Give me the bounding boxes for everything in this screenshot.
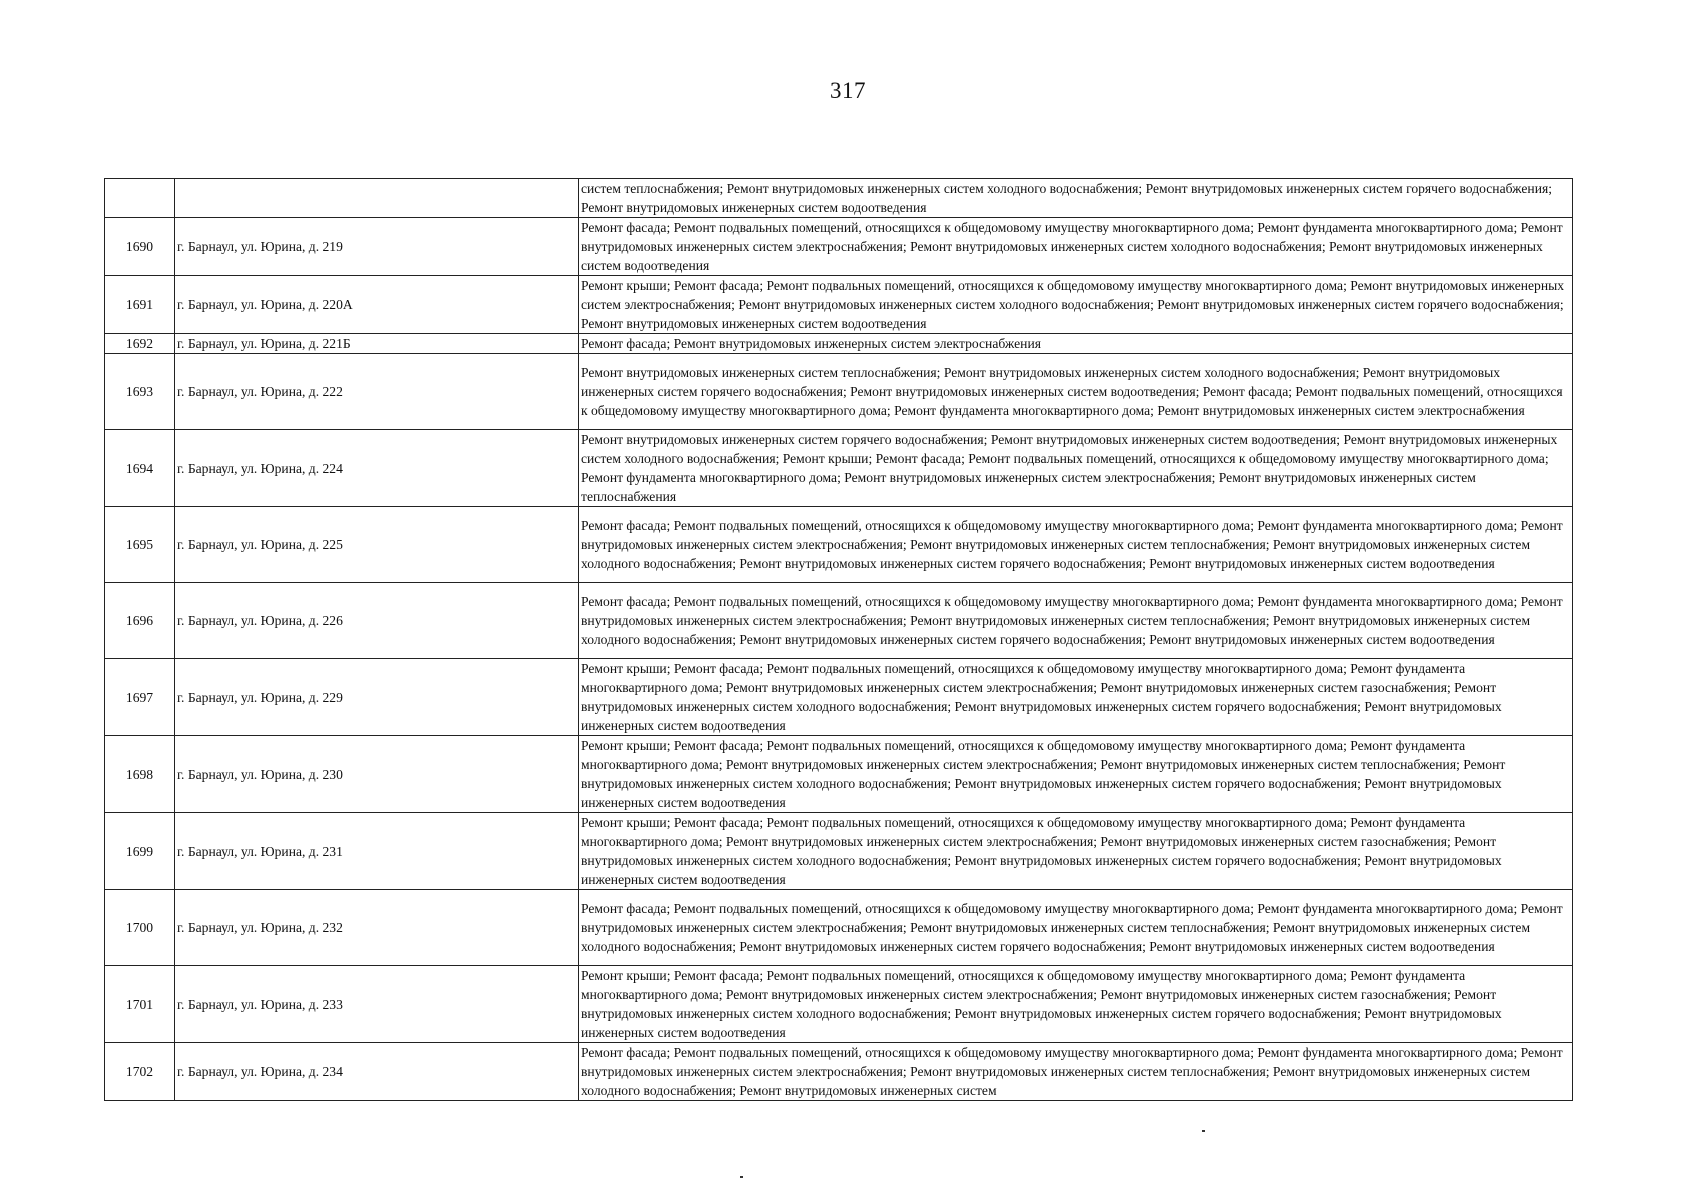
row-number-cell: 1693 (105, 354, 175, 430)
table-row (105, 218, 1573, 276)
row-number-cell: 1697 (105, 659, 175, 736)
address-cell: г. Барнаул, ул. Юрина, д. 232 (175, 890, 579, 966)
address-cell: г. Барнаул, ул. Юрина, д. 221Б (175, 334, 579, 354)
page-number: 317 (830, 78, 866, 103)
row-number-cell: 1691 (105, 276, 175, 334)
row-number-cell: 1699 (105, 813, 175, 890)
address-cell: г. Барнаул, ул. Юрина, д. 222 (175, 354, 579, 430)
works-cell: Ремонт крыши; Ремонт фасада; Ремонт подвальных помещений, относящихся к общедомовому имуществу многоквартирного дома; Ремонт фундамента многоквартирного дома; Ремонт внутридомовых инженерных систем электроснабжения; Ремонт внутридомовых инженерных систем газоснабжения; Ремонт внутридомовых инженерных систем холодного водоснабжения; Ремонт внутридомовых инженерных систем горячего водоснабжения; Ремонт внутридомовых инженерных систем водоотведения (579, 966, 1573, 1043)
address-cell: г. Барнаул, ул. Юрина, д. 219 (175, 218, 579, 276)
works-cell: Ремонт крыши; Ремонт фасада; Ремонт подвальных помещений, относящихся к общедомовому имуществу многоквартирного дома; Ремонт фундамента многоквартирного дома; Ремонт внутридомовых инженерных систем электроснабжения; Ремонт внутридомовых инженерных систем газоснабжения; Ремонт внутридомовых инженерных систем холодного водоснабжения; Ремонт внутридомовых инженерных систем горячего водоснабжения; Ремонт внутридомовых инженерных систем водоотведения (579, 659, 1573, 736)
row-number-cell: 1690 (105, 218, 175, 276)
scan-speck (740, 1176, 743, 1178)
works-cell: систем теплоснабжения; Ремонт внутридомовых инженерных систем холодного водоснабжения; Ремонт внутридомовых инженерных систем горячего водоснабжения; Ремонт внутридомовых инженерных систем водоотведения (579, 179, 1573, 218)
repair-registry-table (104, 178, 1573, 1101)
table-row (105, 276, 1573, 334)
works-cell: Ремонт фасада; Ремонт внутридомовых инженерных систем электроснабжения (579, 334, 1573, 354)
address-cell: г. Барнаул, ул. Юрина, д. 231 (175, 813, 579, 890)
works-cell: Ремонт внутридомовых инженерных систем горячего водоснабжения; Ремонт внутридомовых инженерных систем водоотведения; Ремонт внутридомовых инженерных систем холодного водоснабжения; Ремонт крыши; Ремонт фасада; Ремонт подвальных помещений, относящихся к общедомовому имуществу многоквартирного дома; Ремонт фундамента многоквартирного дома; Ремонт внутридомовых инженерных систем электроснабжения; Ремонт внутридомовых инженерных систем теплоснабжения (579, 430, 1573, 507)
works-cell: Ремонт фасада; Ремонт подвальных помещений, относящихся к общедомовому имуществу многоквартирного дома; Ремонт фундамента многоквартирного дома; Ремонт внутридомовых инженерных систем электроснабжения; Ремонт внутридомовых инженерных систем теплоснабжения; Ремонт внутридомовых инженерных систем холодного водоснабжения; Ремонт внутридомовых инженерных систем горячего водоснабжения; Ремонт внутридомовых инженерных систем водоотведения (579, 890, 1573, 966)
row-number-cell: 1695 (105, 507, 175, 583)
address-cell: г. Барнаул, ул. Юрина, д. 230 (175, 736, 579, 813)
table-row (105, 583, 1573, 659)
row-number-cell: 1698 (105, 736, 175, 813)
table-row (105, 179, 1573, 218)
works-cell: Ремонт крыши; Ремонт фасада; Ремонт подвальных помещений, относящихся к общедомовому имуществу многоквартирного дома; Ремонт фундамента многоквартирного дома; Ремонт внутридомовых инженерных систем электроснабжения; Ремонт внутридомовых инженерных систем газоснабжения; Ремонт внутридомовых инженерных систем холодного водоснабжения; Ремонт внутридомовых инженерных систем горячего водоснабжения; Ремонт внутридомовых инженерных систем водоотведения (579, 813, 1573, 890)
works-cell: Ремонт фасада; Ремонт подвальных помещений, относящихся к общедомовому имуществу многоквартирного дома; Ремонт фундамента многоквартирного дома; Ремонт внутридомовых инженерных систем электроснабжения; Ремонт внутридомовых инженерных систем теплоснабжения; Ремонт внутридомовых инженерных систем холодного водоснабжения; Ремонт внутридомовых инженерных систем горячего водоснабжения; Ремонт внутридомовых инженерных систем водоотведения (579, 583, 1573, 659)
table-row (105, 334, 1573, 354)
address-cell: г. Барнаул, ул. Юрина, д. 226 (175, 583, 579, 659)
table-row (105, 354, 1573, 430)
table-row (105, 890, 1573, 966)
table-row (105, 430, 1573, 507)
address-cell: г. Барнаул, ул. Юрина, д. 220А (175, 276, 579, 334)
row-number-cell: 1702 (105, 1043, 175, 1101)
address-cell: г. Барнаул, ул. Юрина, д. 224 (175, 430, 579, 507)
table-row (105, 813, 1573, 890)
row-number-cell: 1692 (105, 334, 175, 354)
address-cell: г. Барнаул, ул. Юрина, д. 233 (175, 966, 579, 1043)
address-cell (175, 179, 579, 218)
works-cell: Ремонт фасада; Ремонт подвальных помещений, относящихся к общедомовому имуществу многоквартирного дома; Ремонт фундамента многоквартирного дома; Ремонт внутридомовых инженерных систем электроснабжения; Ремонт внутридомовых инженерных систем теплоснабжения; Ремонт внутридомовых инженерных систем холодного водоснабжения; Ремонт внутридомовых инженерных систем (579, 1043, 1573, 1101)
row-number-cell: 1694 (105, 430, 175, 507)
address-cell: г. Барнаул, ул. Юрина, д. 229 (175, 659, 579, 736)
works-cell: Ремонт фасада; Ремонт подвальных помещений, относящихся к общедомовому имуществу многоквартирного дома; Ремонт фундамента многоквартирного дома; Ремонт внутридомовых инженерных систем электроснабжения; Ремонт внутридомовых инженерных систем теплоснабжения; Ремонт внутридомовых инженерных систем холодного водоснабжения; Ремонт внутридомовых инженерных систем горячего водоснабжения; Ремонт внутридомовых инженерных систем водоотведения (579, 507, 1573, 583)
row-number-cell (105, 179, 175, 218)
table-row (105, 966, 1573, 1043)
table-row (105, 659, 1573, 736)
table-row (105, 507, 1573, 583)
table-row (105, 1043, 1573, 1101)
works-cell: Ремонт фасада; Ремонт подвальных помещений, относящихся к общедомовому имуществу многоквартирного дома; Ремонт фундамента многоквартирного дома; Ремонт внутридомовых инженерных систем электроснабжения; Ремонт внутридомовых инженерных систем холодного водоснабжения; Ремонт внутридомовых инженерных систем водоотведения (579, 218, 1573, 276)
works-cell: Ремонт крыши; Ремонт фасада; Ремонт подвальных помещений, относящихся к общедомовому имуществу многоквартирного дома; Ремонт внутридомовых инженерных систем электроснабжения; Ремонт внутридомовых инженерных систем холодного водоснабжения; Ремонт внутридомовых инженерных систем горячего водоснабжения; Ремонт внутридомовых инженерных систем водоотведения (579, 276, 1573, 334)
works-cell: Ремонт внутридомовых инженерных систем теплоснабжения; Ремонт внутридомовых инженерных систем холодного водоснабжения; Ремонт внутридомовых инженерных систем горячего водоснабжения; Ремонт внутридомовых инженерных систем водоотведения; Ремонт фасада; Ремонт подвальных помещений, относящихся к общедомовому имуществу многоквартирного дома; Ремонт фундамента многоквартирного дома; Ремонт внутридомовых инженерных систем электроснабжения (579, 354, 1573, 430)
address-cell: г. Барнаул, ул. Юрина, д. 234 (175, 1043, 579, 1101)
address-cell: г. Барнаул, ул. Юрина, д. 225 (175, 507, 579, 583)
works-cell: Ремонт крыши; Ремонт фасада; Ремонт подвальных помещений, относящихся к общедомовому имуществу многоквартирного дома; Ремонт фундамента многоквартирного дома; Ремонт внутридомовых инженерных систем электроснабжения; Ремонт внутридомовых инженерных систем теплоснабжения; Ремонт внутридомовых инженерных систем холодного водоснабжения; Ремонт внутридомовых инженерных систем горячего водоснабжения; Ремонт внутридомовых инженерных систем водоотведения (579, 736, 1573, 813)
row-number-cell: 1696 (105, 583, 175, 659)
row-number-cell: 1701 (105, 966, 175, 1043)
table-row (105, 736, 1573, 813)
scan-speck (1202, 1130, 1205, 1132)
row-number-cell: 1700 (105, 890, 175, 966)
